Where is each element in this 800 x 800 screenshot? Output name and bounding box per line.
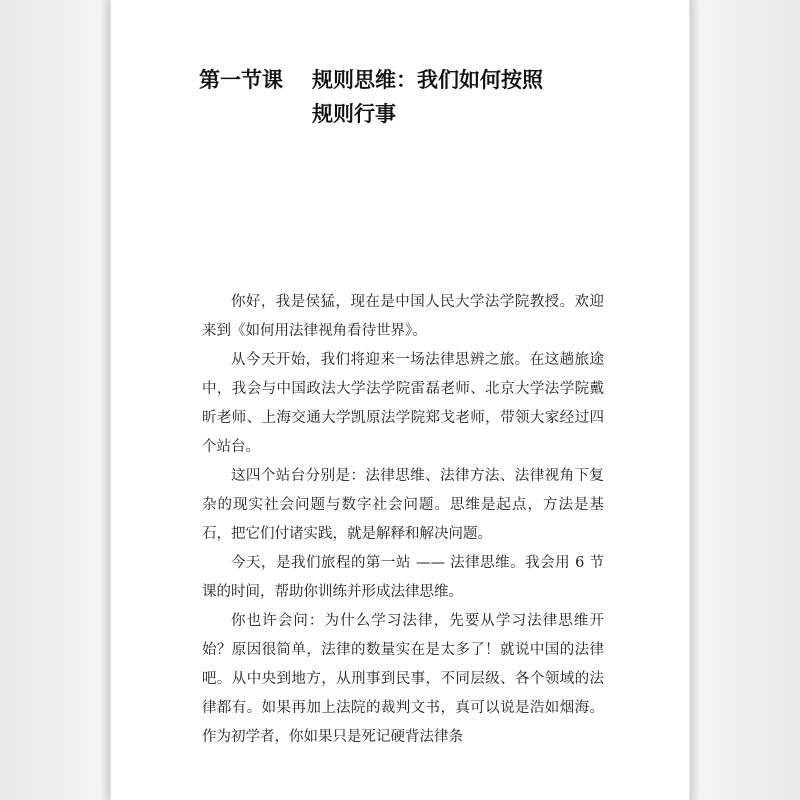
paragraph-4: 今天，是我们旅程的第一站 —— 法律思维。我会用 6 节课的时间，帮助你训练并形成法律思维。 bbox=[202, 555, 604, 600]
paragraph-1: 你好，我是侯猛，现在是中国人民大学法学院教授。欢迎来到《如何用法律视角看待世界》。 bbox=[202, 294, 604, 339]
body-text bbox=[202, 288, 604, 752]
chapter-number: 第一节课 bbox=[199, 68, 283, 92]
paragraph-3: 这四个站台分别是：法律思维、法律方法、法律视角下复杂的现实社会问题与数字社会问题。思维是起点，方法是基石，把它们付诸实践，就是解释和解决问题。 bbox=[202, 468, 604, 542]
chapter-title-line-1: 规则思维：我们如何按照 bbox=[312, 68, 543, 92]
chapter-title-line-2: 规则行事 bbox=[312, 102, 396, 126]
paragraph-2: 从今天开始，我们将迎来一场法律思辨之旅。在这趟旅途中，我会与中国政法大学法学院雷磊老师、北京大学法学院戴昕老师、上海交通大学凯原法学院郑戈老师，带领大家经过四个站台。 bbox=[202, 352, 604, 455]
chapter-heading bbox=[199, 63, 543, 131]
paragraph-5: 你也许会问：为什么学习法律，先要从学习法律思维开始？原因很简单，法律的数量实在是太多了！就说中国的法律吧。从中央到地方，从刑事到民事，不同层级、各个领域的法律都有。如果再加上法院的裁判文书，真可以说是浩如烟海。作为初学者，你如果只是死记硬背法律条 bbox=[202, 613, 604, 745]
